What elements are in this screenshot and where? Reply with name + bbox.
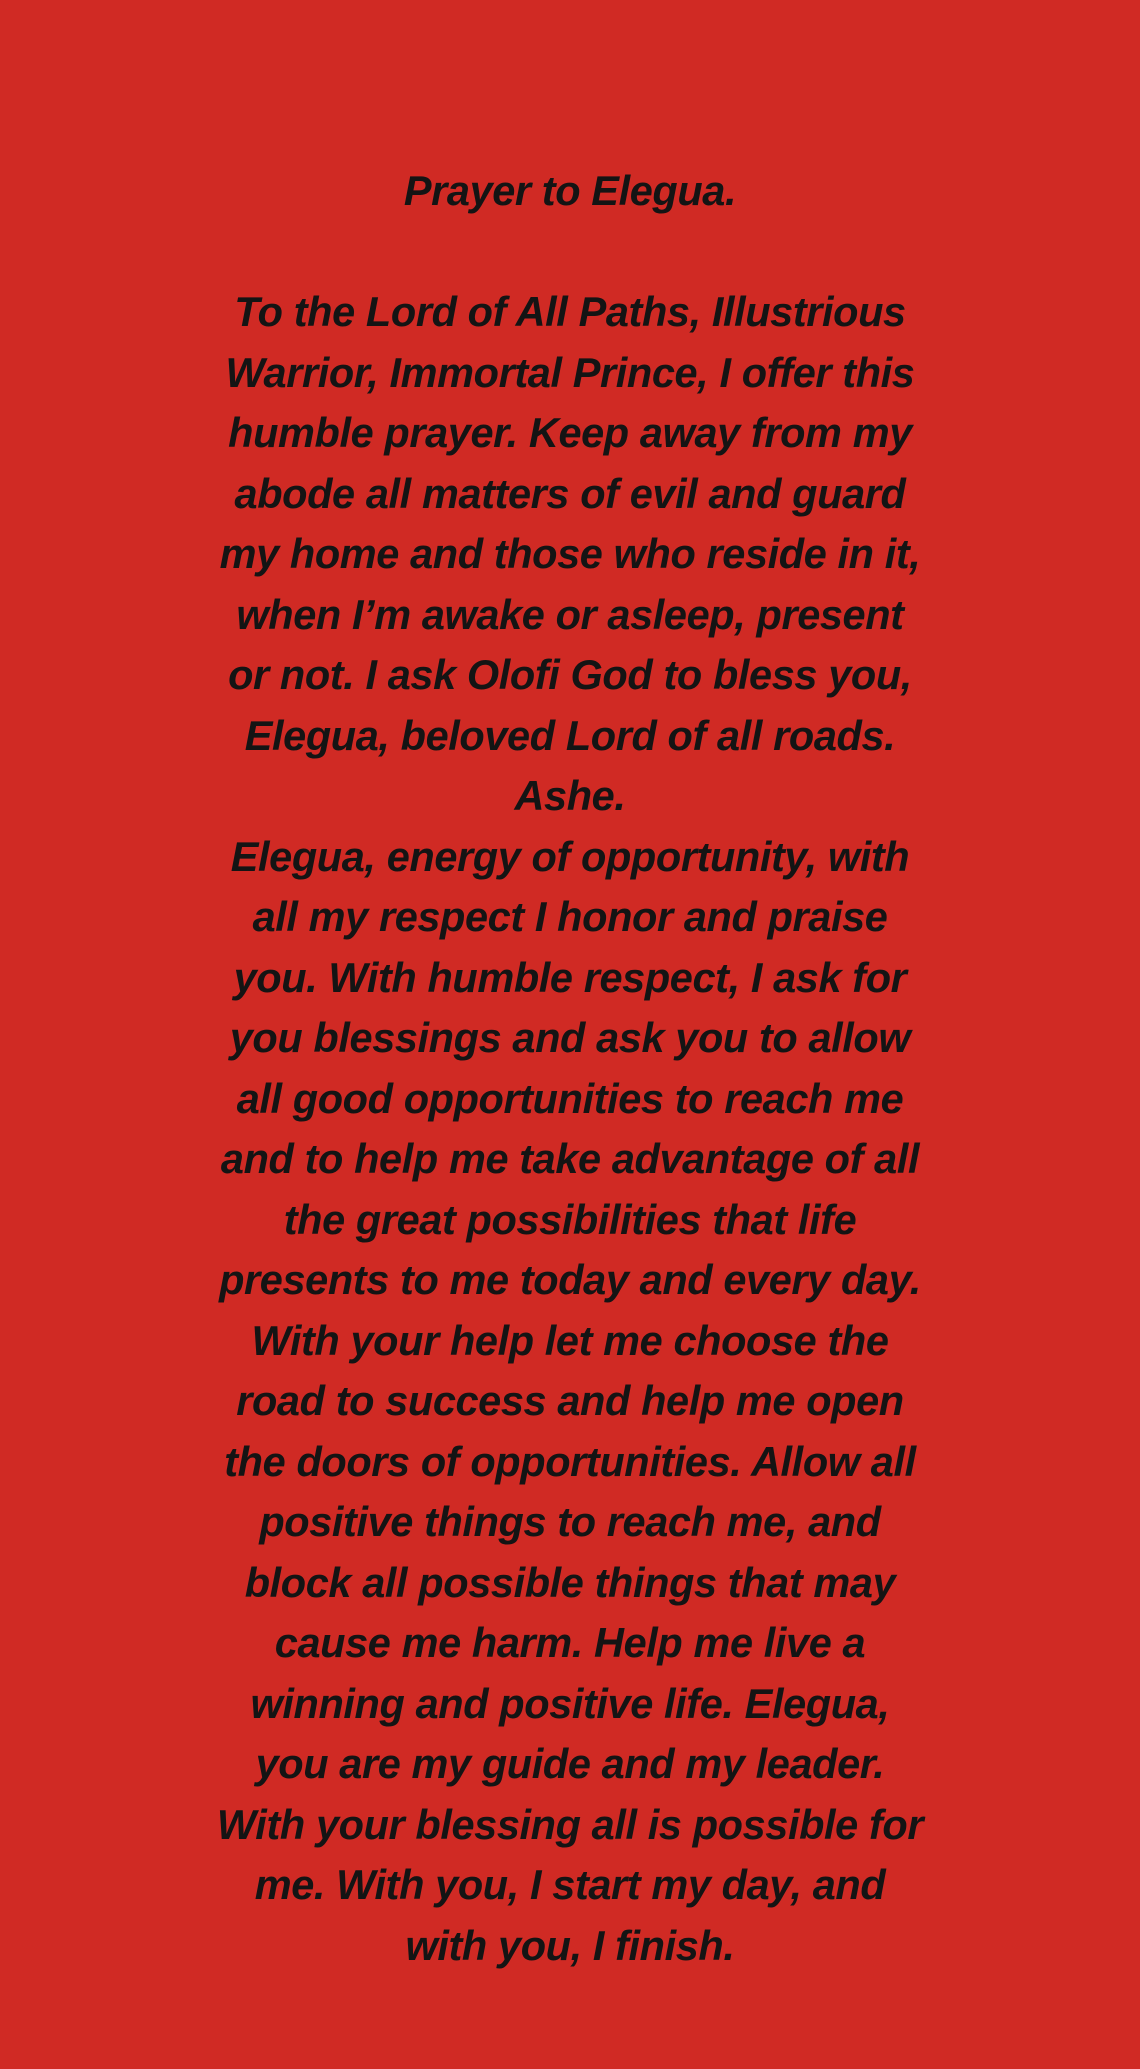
prayer-line: Ashe. <box>514 772 626 819</box>
prayer-title <box>120 161 1020 222</box>
prayer-line: you. With humble respect, I ask for <box>233 953 907 1001</box>
prayer-line: when I’m awake or asleep, present <box>236 590 904 638</box>
prayer-line: With your help let me choose the <box>251 1316 889 1364</box>
prayer-line: me. With you, I start my day, and <box>254 1861 886 1908</box>
title-line: Prayer to Elegua. <box>403 167 737 214</box>
prayer-line: and to help me take advantage of all <box>220 1135 920 1182</box>
prayer-line: block all possible things that may <box>244 1558 896 1606</box>
prayer-line: Elegua, beloved Lord of all roads. <box>244 711 896 759</box>
prayer-line: the doors of opportunities. Allow all <box>224 1437 916 1485</box>
prayer-line: With your blessing all is possible for <box>216 1800 924 1848</box>
prayer-line: the great possibilities that life <box>283 1195 857 1243</box>
prayer-line: Elegua, energy of opportunity, with <box>230 832 910 880</box>
prayer-line: humble prayer. Keep away from my <box>228 409 912 456</box>
prayer-line: winning and positive life. Elegua, <box>250 1679 890 1727</box>
prayer-line: To the Lord of All Paths, Illustrious <box>234 288 906 335</box>
prayer-line: all good opportunities to reach me <box>236 1074 904 1122</box>
prayer-line: all my respect I honor and praise <box>252 893 888 940</box>
prayer-line: presents to me today and every day. <box>219 1256 921 1303</box>
prayer-line: Warrior, Immortal Prince, I offer this <box>225 348 915 396</box>
prayer-line: my home and those who reside in it, <box>219 530 921 577</box>
prayer-line: you blessings and ask you to allow <box>229 1014 911 1061</box>
prayer-body <box>120 282 1020 1976</box>
prayer-line: cause me harm. Help me live a <box>274 1619 866 1666</box>
prayer-line: you are my guide and my leader. <box>255 1740 885 1787</box>
prayer-line: positive things to reach me, and <box>259 1498 881 1545</box>
prayer-line: abode all matters of evil and guard <box>234 469 906 517</box>
prayer-line: or not. I ask Olofi God to bless you, <box>228 651 912 698</box>
prayer-line: with you, I finish. <box>405 1921 735 1969</box>
prayer-line: road to success and help me open <box>236 1377 904 1424</box>
